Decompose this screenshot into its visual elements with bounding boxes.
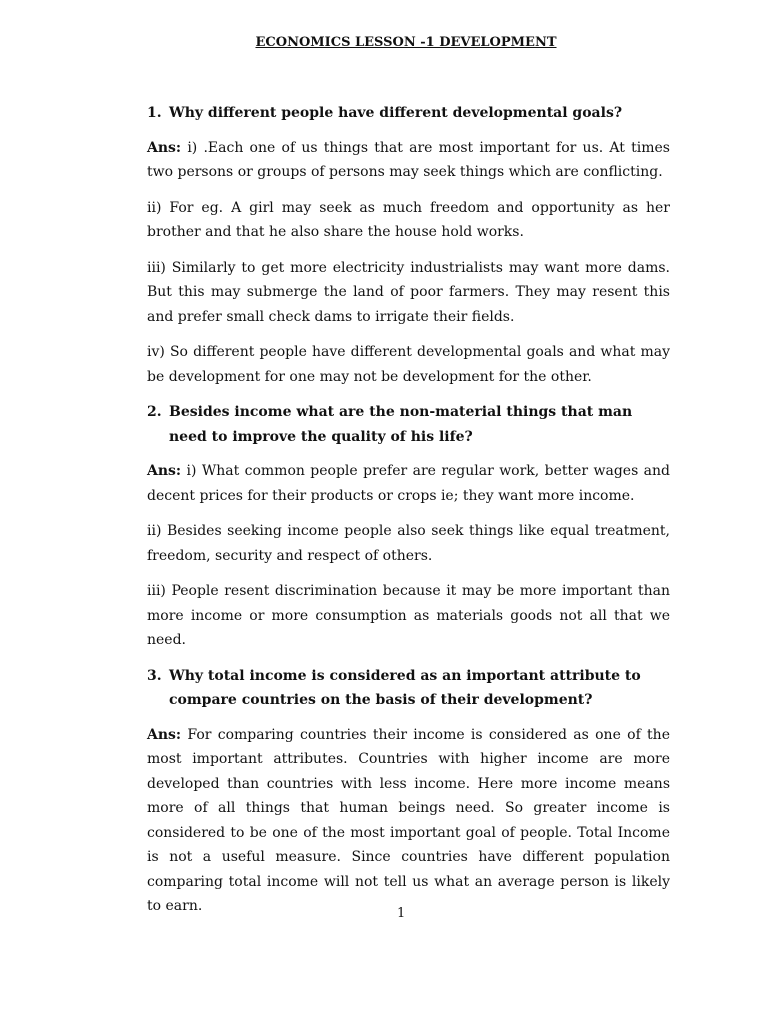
question-number: 3. [147, 667, 162, 684]
answer-paragraph: ii) Besides seeking income people also seek things like equal treatment, freedom, security and respect of others. [147, 523, 670, 564]
question-text: Why different people have different developmental goals? [169, 105, 623, 121]
document-title: ECONOMICS LESSON -1 DEVELOPMENT [255, 35, 557, 50]
answer-paragraph [147, 136, 670, 185]
document-body [147, 101, 670, 930]
question-1 [147, 101, 670, 126]
answer-text: For comparing countries their income is considered as one of the most important attributes. Countries with higher income are more developed than countries with less income. Here more income means more of all things that human beings need. So greater income is considered to be one of the most important goal of people. Total Income is not a useful measure. Since countries have different population comparing total income will not tell us what an average person is likely to earn. [147, 726, 670, 914]
answer-paragraph: ii) For eg. A girl may seek as much freedom and opportunity as her brother and that he also share the house hold works. [147, 199, 670, 240]
page-number: 1 [397, 906, 406, 921]
answer-text: i) What common people prefer are regular work, better wages and decent prices for their products or crops ie; they want more income. [147, 463, 671, 504]
answer-paragraph [147, 723, 670, 919]
ans-label: Ans: [147, 726, 182, 743]
answer-paragraph: iv) So different people have different developmental goals and what may be development for one may not be development for the other. [147, 344, 670, 385]
question-2 [147, 400, 670, 449]
ans-label: Ans: [147, 463, 182, 479]
question-number: 1. [147, 105, 162, 121]
question-text: Why total income is considered as an important attribute to compare countries on the basis of their development? [169, 667, 641, 708]
answer-paragraph: iii) Similarly to get more electricity industrialists may want more dams. But this may submerge the land of poor farmers. They may resent this and prefer small check dams to irrigate their fields. [147, 259, 670, 325]
question-3 [147, 664, 670, 713]
question-text: Besides income what are the non-material things that man need to improve the quality of his life? [169, 404, 633, 445]
answer-paragraph [147, 459, 670, 508]
answer-paragraph: iii) People resent discrimination because it may be more important than more income or more consumption as materials goods not all that we need. [147, 583, 670, 648]
answer-text: i) .Each one of us things that are most important for us. At times two persons or groups of persons may seek things which are conflicting. [147, 139, 670, 180]
question-number: 2. [147, 404, 162, 420]
ans-label: Ans: [147, 139, 182, 156]
